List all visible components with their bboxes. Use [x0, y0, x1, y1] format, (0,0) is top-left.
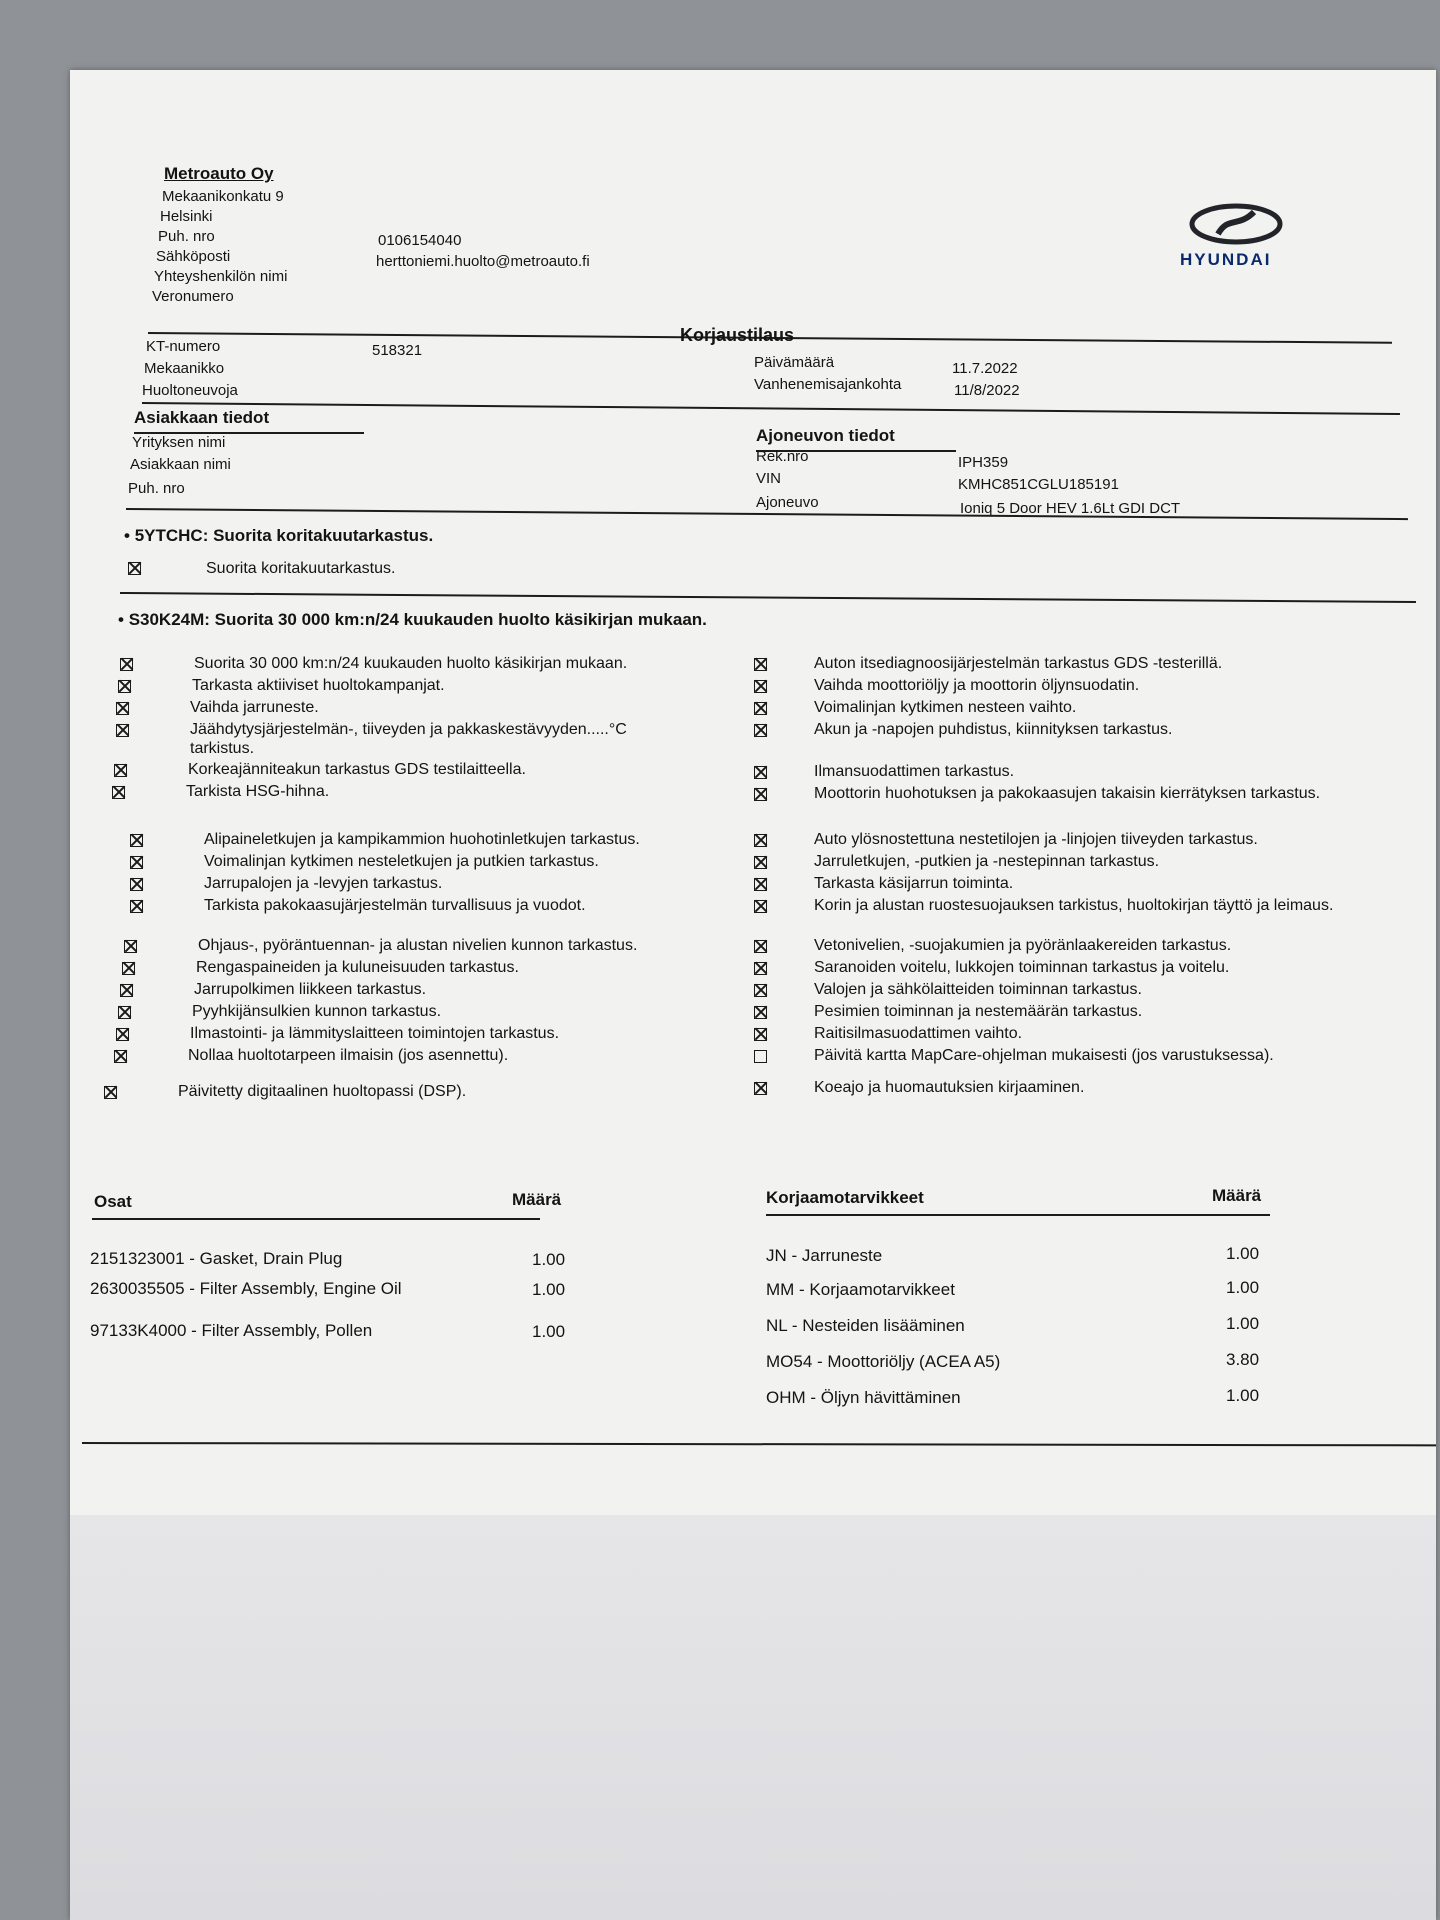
- job2-title: • S30K24M: Suorita 30 000 km:n/24 kuukauden huolto käsikirjan mukaan.: [118, 610, 707, 629]
- footer-divider: [82, 1442, 1436, 1446]
- checkbox-left-14[interactable]: [116, 1028, 129, 1041]
- checkbox-right-8[interactable]: [754, 878, 767, 891]
- checkbox-left-5[interactable]: [112, 786, 125, 799]
- checkbox-right-16[interactable]: [754, 1082, 767, 1095]
- checklist-item-left-2: Vaihda jarruneste.: [190, 699, 319, 716]
- kt-number-value: 518321: [372, 342, 423, 359]
- company-street: Mekaanikonkatu 9: [162, 188, 284, 205]
- part-qty-1: 1.00: [532, 1280, 566, 1299]
- vehicle-model-value: Ioniq 5 Door HEV 1.6Lt GDI DCT: [960, 500, 1181, 517]
- checkbox-right-4[interactable]: [754, 766, 767, 779]
- checkbox-left-12[interactable]: [120, 984, 133, 997]
- customer-company-label: Yrityksen nimi: [132, 434, 226, 451]
- checkbox-left-3[interactable]: [116, 724, 129, 737]
- supply-desc-4: OHM - Öljyn hävittäminen: [766, 1388, 961, 1407]
- checkbox-right-13[interactable]: [754, 1006, 767, 1019]
- date-label: Päivämäärä: [754, 354, 835, 371]
- checklist-item-right-15: Päivitä kartta MapCare-ohjelman mukaisesti (jos varustuksessa).: [814, 1047, 1274, 1064]
- checklist-item-left-14: Ilmastointi- ja lämmityslaitteen toimintojen tarkastus.: [190, 1025, 560, 1042]
- hyundai-emblem-icon: [1188, 202, 1284, 246]
- checkbox-left-1[interactable]: [118, 680, 131, 693]
- checklist-item-right-10: Vetonivelien, -suojakumien ja pyöränlaakereiden tarkastus.: [814, 937, 1232, 954]
- checklist-item-right-16: Koeajo ja huomautuksien kirjaaminen.: [814, 1079, 1085, 1096]
- mechanic-label: Mekaanikko: [144, 360, 225, 377]
- checklist-item-left-7: Voimalinjan kytkimen nesteletkujen ja putkien tarkastus.: [204, 853, 599, 870]
- checkbox-right-5[interactable]: [754, 788, 767, 801]
- date-value: 11.7.2022: [952, 360, 1018, 377]
- company-vat-label: Veronumero: [152, 288, 234, 305]
- checklist-item-right-3: Akun ja -napojen puhdistus, kiinnityksen tarkastus.: [814, 721, 1173, 738]
- checkbox-right-7[interactable]: [754, 856, 767, 869]
- checklist-item-right-6: Auto ylösnostettuna nestetilojen ja -linjojen tiiveyden tarkastus.: [814, 831, 1258, 848]
- supply-desc-3: MO54 - Moottoriöljy (ACEA A5): [766, 1352, 1001, 1371]
- checklist-item-left-8: Jarrupalojen ja -levyjen tarkastus.: [204, 875, 443, 892]
- parts-qty-heading: Määrä: [512, 1190, 562, 1209]
- checklist-item-left-10: Ohjaus-, pyöräntuennan- ja alustan nivelien kunnon tarkastus.: [198, 937, 638, 954]
- checklist-item-right-7: Jarruletkujen, -putkien ja -nestepinnan tarkastus.: [814, 853, 1160, 870]
- supplies-qty-heading: Määrä: [1212, 1186, 1262, 1205]
- brand-name: HYUNDAI: [1180, 250, 1272, 269]
- checklist-item-right-5: Moottorin huohotuksen ja pakokaasujen takaisin kierrätyksen tarkastus.: [814, 785, 1321, 802]
- checklist-item-right-2: Voimalinjan kytkimen nesteen vaihto.: [814, 699, 1077, 716]
- vehicle-reg-label: Rek.nro: [756, 448, 809, 465]
- supply-desc-1: MM - Korjaamotarvikkeet: [766, 1280, 955, 1299]
- checkbox-left-8[interactable]: [130, 878, 143, 891]
- vehicle-heading: Ajoneuvon tiedot: [756, 426, 895, 445]
- checkbox-left-11[interactable]: [122, 962, 135, 975]
- checklist-item-right-1: Vaihda moottoriöljy ja moottorin öljynsuodatin.: [814, 677, 1140, 694]
- checklist-item-left-12: Jarrupolkimen liikkeen tarkastus.: [194, 981, 427, 998]
- checklist-item-left-5: Tarkista HSG-hihna.: [186, 783, 330, 800]
- checkbox-left-15[interactable]: [114, 1050, 127, 1063]
- checkbox-right-14[interactable]: [754, 1028, 767, 1041]
- checkbox-left-2[interactable]: [116, 702, 129, 715]
- company-email: herttoniemi.huolto@metroauto.fi: [376, 253, 590, 270]
- company-contact-label: Yhteyshenkilön nimi: [154, 268, 288, 285]
- supply-qty-4: 1.00: [1226, 1386, 1260, 1405]
- checkbox-right-12[interactable]: [754, 984, 767, 997]
- part-qty-0: 1.00: [532, 1250, 566, 1269]
- checkbox-left-6[interactable]: [130, 834, 143, 847]
- checkbox-job1[interactable]: [128, 562, 141, 575]
- checkbox-right-9[interactable]: [754, 900, 767, 913]
- divider: [92, 1218, 540, 1220]
- checklist-item-left-3: Jäähdytysjärjestelmän-, tiiveyden ja pakkaskestävyyden.....°C tarkistus.: [190, 721, 627, 757]
- checklist-item-left-13: Pyyhkijänsulkien kunnon tarkastus.: [192, 1003, 442, 1020]
- vehicle-model-label: Ajoneuvo: [756, 494, 819, 511]
- part-desc-0: 2151323001 - Gasket, Drain Plug: [90, 1249, 343, 1268]
- checklist-item-left-0: Suorita 30 000 km:n/24 kuukauden huolto käsikirjan mukaan.: [194, 655, 628, 672]
- checklist-item-left-15: Nollaa huoltotarpeen ilmaisin (jos asennettu).: [188, 1047, 509, 1064]
- divider: [120, 592, 1416, 603]
- customer-phone-label: Puh. nro: [128, 480, 185, 497]
- checkbox-left-4[interactable]: [114, 764, 127, 777]
- checklist-item-left-11: Rengaspaineiden ja kuluneisuuden tarkastus.: [196, 959, 519, 976]
- supply-qty-0: 1.00: [1226, 1244, 1260, 1263]
- part-desc-1: 2630035505 - Filter Assembly, Engine Oil: [90, 1279, 402, 1298]
- company-phone-label: Puh. nro: [158, 228, 215, 245]
- checkbox-right-10[interactable]: [754, 940, 767, 953]
- checklist-item-right-8: Tarkasta käsijarrun toiminta.: [814, 875, 1014, 892]
- checklist-item-left-4: Korkeajänniteakun tarkastus GDS testilaitteella.: [188, 761, 526, 778]
- supply-qty-1: 1.00: [1226, 1278, 1260, 1297]
- company-name: Metroauto Oy: [164, 164, 274, 183]
- supply-qty-2: 1.00: [1226, 1314, 1260, 1333]
- parts-heading: Osat: [94, 1192, 132, 1211]
- company-phone: 0106154040: [378, 232, 462, 249]
- checkbox-right-2[interactable]: [754, 702, 767, 715]
- company-email-label: Sähköposti: [156, 248, 231, 265]
- kt-number-label: KT-numero: [146, 338, 221, 355]
- advisor-label: Huoltoneuvoja: [142, 382, 238, 399]
- part-desc-2: 97133K4000 - Filter Assembly, Pollen: [90, 1321, 373, 1340]
- checkbox-right-3[interactable]: [754, 724, 767, 737]
- supply-desc-0: JN - Jarruneste: [766, 1246, 883, 1265]
- supply-qty-3: 3.80: [1226, 1350, 1260, 1369]
- checkbox-left-7[interactable]: [130, 856, 143, 869]
- job1-title: • 5YTCHC: Suorita koritakuutarkastus.: [124, 526, 434, 545]
- checkbox-right-6[interactable]: [754, 834, 767, 847]
- checkbox-left-16[interactable]: [104, 1086, 117, 1099]
- checklist-item-right-13: Pesimien toiminnan ja nestemäärän tarkastus.: [814, 1003, 1143, 1020]
- paper-lower-area: [70, 1515, 1436, 1920]
- divider: [766, 1214, 1270, 1216]
- vehicle-reg-value: IPH359: [958, 454, 1009, 471]
- part-qty-2: 1.00: [532, 1322, 566, 1341]
- checklist-item-right-12: Valojen ja sähkölaitteiden toiminnan tarkastus.: [814, 981, 1142, 998]
- checklist-item-right-9: Korin ja alustan ruostesuojauksen tarkistus, huoltokirjan täyttö ja leimaus.: [814, 897, 1334, 914]
- checkbox-right-11[interactable]: [754, 962, 767, 975]
- company-city: Helsinki: [160, 208, 213, 225]
- supplies-heading: Korjaamotarvikkeet: [766, 1188, 924, 1207]
- customer-heading: Asiakkaan tiedot: [134, 408, 270, 427]
- checklist-item-right-4: Ilmansuodattimen tarkastus.: [814, 763, 1015, 780]
- job1-title-text: 5YTCHC: Suorita koritakuutarkastus.: [134, 526, 434, 545]
- customer-name-label: Asiakkaan nimi: [130, 456, 231, 473]
- document-page: [70, 70, 1436, 1920]
- expiry-label: Vanhenemisajankohta: [754, 376, 902, 393]
- checklist-item-left-16: Päivitetty digitaalinen huoltopassi (DSP).: [178, 1083, 467, 1100]
- checkbox-right-15[interactable]: [754, 1050, 767, 1063]
- checkbox-right-0[interactable]: [754, 658, 767, 671]
- checklist-item-left-1: Tarkasta aktiiviset huoltokampanjat.: [192, 677, 445, 694]
- brand-logo: [1180, 202, 1300, 270]
- checkbox-left-10[interactable]: [124, 940, 137, 953]
- checklist-item-left-9: Tarkista pakokaasujärjestelmän turvallisuus ja vuodot.: [204, 897, 586, 914]
- divider: [142, 402, 1400, 415]
- checkbox-left-0[interactable]: [120, 658, 133, 671]
- checkbox-left-13[interactable]: [118, 1006, 131, 1019]
- job2-title-text: S30K24M: Suorita 30 000 km:n/24 kuukauden huolto käsikirjan mukaan.: [128, 610, 707, 629]
- vehicle-vin-label: VIN: [756, 470, 782, 487]
- job1-item: Suorita koritakuutarkastus.: [206, 560, 396, 577]
- vehicle-vin-value: KMHC851CGLU185191: [958, 476, 1119, 493]
- supply-desc-2: NL - Nesteiden lisääminen: [766, 1316, 965, 1335]
- order-title: Korjaustilaus: [680, 325, 795, 345]
- checklist-item-right-11: Saranoiden voitelu, lukkojen toiminnan tarkastus ja voitelu.: [814, 959, 1230, 976]
- expiry-value: 11/8/2022: [954, 382, 1020, 399]
- checklist-item-right-0: Auton itsediagnoosijärjestelmän tarkastus GDS -testerillä.: [814, 655, 1223, 672]
- checkbox-left-9[interactable]: [130, 900, 143, 913]
- checklist-item-right-14: Raitisilmasuodattimen vaihto.: [814, 1025, 1023, 1042]
- checklist-item-left-6: Alipaineletkujen ja kampikammion huohotinletkujen tarkastus.: [204, 831, 640, 848]
- checkbox-right-1[interactable]: [754, 680, 767, 693]
